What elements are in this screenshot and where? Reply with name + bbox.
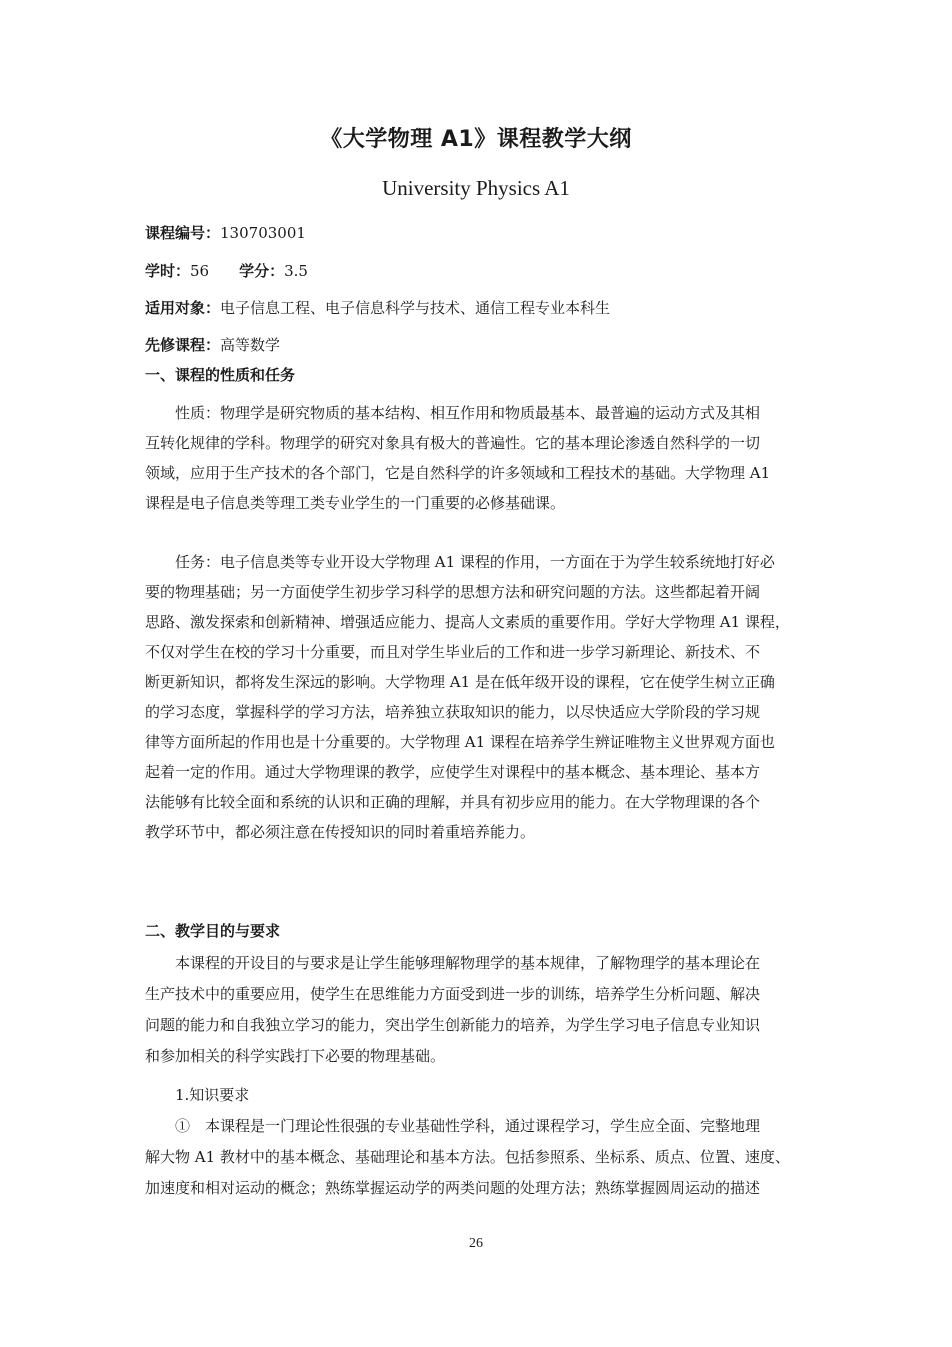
text-line: 断更新知识，都将发生深远的影响。大学物理 A1 是在低年级开设的课程，它在使学生树立正确 [145, 673, 775, 691]
section-2-paragraph-knowledge [145, 1111, 835, 1204]
target-value: 电子信息工程、电子信息科学与技术、通信工程专业本科生 [220, 299, 611, 317]
text-line: 教学环节中，都必须注意在传授知识的同时着重培养能力。 [145, 823, 536, 841]
hours-credit-line [145, 261, 308, 281]
hours-value: 56 [190, 262, 210, 280]
text-line: 互转化规律的学科。物理学的研究对象具有极大的普遍性。它的基本理论渗透自然科学的一切 [145, 434, 761, 452]
prereq-line [145, 335, 280, 355]
text-line: 不仅对学生在校的学习十分重要，而且对学生毕业后的工作和进一步学习新理论、新技术、不 [145, 643, 761, 661]
section-1-paragraph-task [145, 547, 835, 847]
text-line: 法能够有比较全面和系统的认识和正确的理解，并具有初步应用的能力。在大学物理课的各个 [145, 793, 761, 811]
prereq-label: 先修课程： [145, 336, 221, 354]
text-line: 生产技术中的重要应用，使学生在思维能力方面受到进一步的训练，培养学生分析问题、解决 [145, 985, 761, 1003]
text-line: ① 本课程是一门理论性很强的专业基础性学科，通过课程学习，学生应全面、完整地理 [175, 1117, 761, 1135]
text-line: 解大物 A1 教材中的基本概念、基础理论和基本方法。包括参照系、坐标系、质点、位置、速度、 [145, 1148, 790, 1166]
knowledge-requirements-subheading: 1.知识要求 [175, 1086, 250, 1104]
text-line: 思路、激发探索和创新精神、增强适应能力、提高人文素质的重要作用。学好大学物理 A1 课程， [145, 613, 790, 631]
text-line: 性质：物理学是研究物质的基本结构、相互作用和物质最基本、最普遍的运动方式及其相 [175, 404, 761, 422]
document-title: 《大学物理 A1》课程教学大纲 [320, 127, 632, 152]
credit-label: 学分： [239, 262, 285, 280]
text-line: 问题的能力和自我独立学习的能力，突出学生创新能力的培养，为学生学习电子信息专业知识 [145, 1016, 761, 1034]
text-line: 任务：电子信息类等专业开设大学物理 A1 课程的作用，一方面在于为学生较系统地打好必 [175, 553, 775, 571]
text-line: 领域，应用于生产技术的各个部门，它是自然科学的许多领域和工程技术的基础。大学物理 A1 [145, 464, 771, 482]
credit-value: 3.5 [284, 262, 308, 280]
text-line: 起着一定的作用。通过大学物理课的教学，应使学生对课程中的基本概念、基本理论、基本方 [145, 763, 761, 781]
hours-label: 学时： [145, 262, 191, 280]
course-code-label: 课程编号： [145, 224, 221, 242]
page-number: 26 [469, 1236, 483, 1251]
document-subtitle: University Physics A1 [382, 176, 570, 200]
text-line: 和参加相关的科学实践打下必要的物理基础。 [145, 1047, 446, 1065]
prereq-value: 高等数学 [220, 336, 281, 354]
text-line: 律等方面所起的作用也是十分重要的。大学物理 A1 课程在培养学生辨证唯物主义世界观方面也 [145, 733, 775, 751]
text-line: 加速度和相对运动的概念；熟练掌握运动学的两类问题的处理方法；熟练掌握圆周运动的描述 [145, 1179, 761, 1197]
section-2-paragraph-purpose [145, 948, 835, 1072]
text-line: 要的物理基础；另一方面使学生初步学习科学的思想方法和研究问题的方法。这些都起着开阔 [145, 583, 761, 601]
text-line: 的学习态度，掌握科学的学习方法，培养独立获取知识的能力，以尽快适应大学阶段的学习规 [145, 703, 761, 721]
target-line [145, 298, 610, 318]
section-1-paragraph-nature [145, 398, 835, 518]
section-1-heading: 一、课程的性质和任务 [145, 366, 296, 384]
text-line: 课程是电子信息类等理工类专业学生的一门重要的必修基础课。 [145, 494, 566, 512]
target-label: 适用对象： [145, 299, 221, 317]
section-2-heading: 二、教学目的与要求 [145, 922, 281, 940]
course-code-value: 130703001 [220, 224, 306, 242]
course-code-line [145, 223, 306, 243]
text-line: 本课程的开设目的与要求是让学生能够理解物理学的基本规律，了解物理学的基本理论在 [175, 954, 761, 972]
